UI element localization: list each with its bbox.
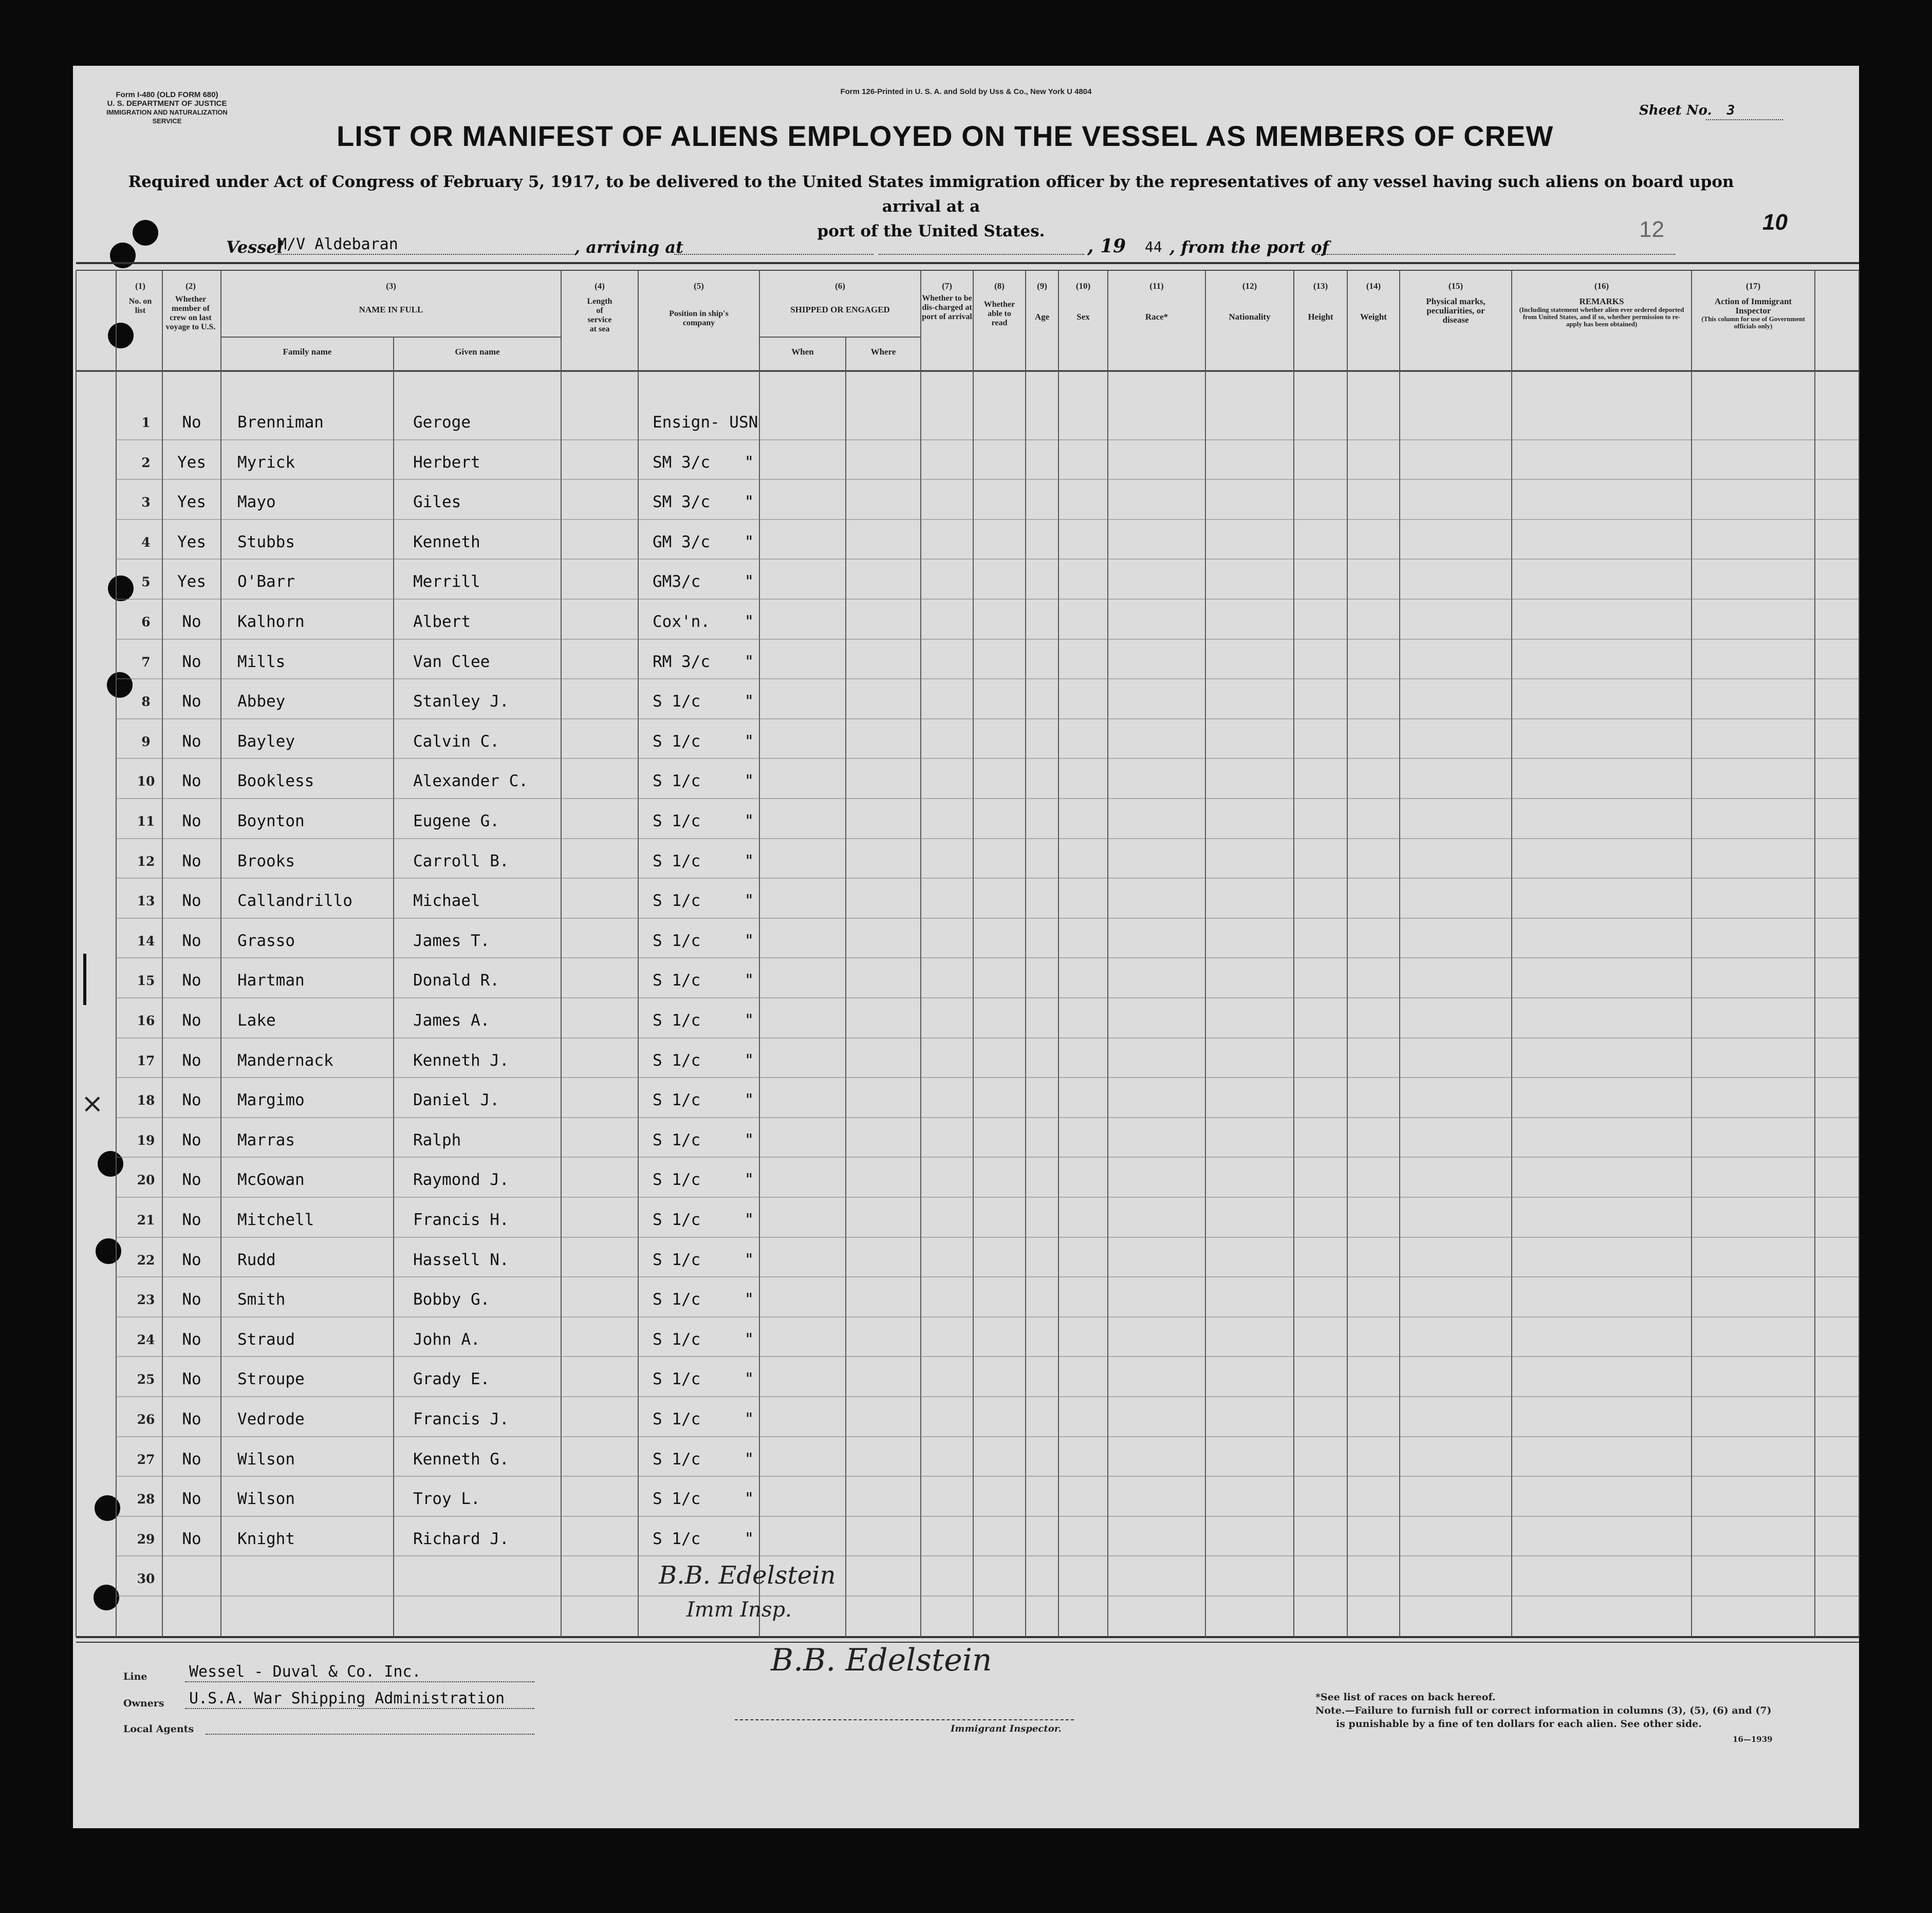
col-16-num: (16)	[1594, 281, 1609, 291]
row-number: 9	[141, 734, 151, 749]
col-11-num: (11)	[1149, 281, 1164, 291]
col-1-num: (1)	[135, 281, 145, 291]
table-row	[0, 880, 1932, 920]
col-2-num: (2)	[185, 281, 196, 291]
cell-given: Kenneth G.	[413, 1450, 509, 1469]
row-number: 30	[137, 1571, 155, 1586]
col-8-label: Whether able to read	[983, 300, 1015, 327]
cell-position: S 1/c	[653, 1251, 701, 1269]
table-row	[0, 1518, 1932, 1558]
cell-prior: No	[182, 1370, 201, 1388]
cell-prior: No	[182, 1410, 201, 1428]
cell-given: James T.	[413, 932, 490, 950]
col-13-label: Height	[1308, 312, 1333, 322]
inspector-underline	[735, 1719, 1074, 1720]
table-row	[0, 1478, 1932, 1518]
cell-family: Kalhorn	[237, 612, 305, 631]
table-row	[0, 1080, 1932, 1120]
col-15-num: (15)	[1448, 281, 1463, 291]
cell-prior: Yes	[177, 572, 206, 591]
page-title: LIST OR MANIFEST OF ALIENS EMPLOYED ON THE VESSEL AS MEMBERS OF CREW	[337, 120, 1554, 152]
col-5-label: Position in ship's company	[669, 309, 729, 327]
cell-prior: No	[182, 692, 201, 711]
cell-ditto: "	[744, 1171, 754, 1189]
table-row	[0, 481, 1932, 522]
cell-prior: Yes	[177, 493, 206, 511]
year-label: , 19	[1087, 235, 1126, 257]
cell-family: Vedrode	[237, 1410, 305, 1428]
cell-position: SM 3/c	[653, 453, 710, 472]
col-5-header	[638, 282, 759, 328]
col-5-num: (5)	[694, 281, 704, 291]
margin-bracket-mark	[83, 954, 86, 1005]
cell-ditto: "	[744, 1091, 754, 1109]
table-row	[0, 601, 1932, 641]
col-1-label: No. on list	[128, 297, 152, 315]
row-number: 24	[137, 1332, 155, 1347]
row-number: 7	[141, 655, 151, 670]
table-row	[0, 721, 1932, 761]
cell-position: S 1/c	[653, 812, 701, 830]
col-10-label: Sex	[1076, 312, 1090, 322]
cell-family: Hartman	[237, 971, 305, 990]
col-8-num: (8)	[994, 281, 1005, 291]
cell-prior: No	[182, 932, 201, 950]
cell-prior: No	[182, 653, 201, 671]
cell-given: Albert	[413, 612, 471, 631]
col-4-num: (4)	[595, 281, 605, 291]
row-number: 26	[137, 1412, 155, 1427]
cell-given: Richard J.	[413, 1530, 509, 1548]
cell-position: S 1/c	[653, 1530, 701, 1548]
cell-family: Grasso	[237, 932, 295, 950]
cell-family: Stroupe	[237, 1370, 305, 1388]
cell-given: Grady E.	[413, 1370, 490, 1388]
col-14-header	[1347, 282, 1400, 322]
cell-ditto: "	[744, 1410, 754, 1428]
cell-ditto: "	[744, 653, 754, 671]
cell-position: S 1/c	[653, 971, 701, 990]
cell-ditto: "	[744, 1211, 754, 1229]
line-underline	[185, 1681, 534, 1682]
row-number: 8	[141, 694, 151, 709]
col-13-num: (13)	[1313, 281, 1328, 291]
cell-given: Francis H.	[413, 1211, 509, 1229]
col-6-num: (6)	[835, 281, 845, 291]
stamp-10: 10	[1762, 210, 1788, 235]
table-row	[0, 561, 1932, 601]
row-number: 13	[137, 894, 155, 908]
from-port-label: , from the port of	[1169, 237, 1329, 257]
printer-line: Form 126-Printed in U. S. A. and Sold by Uss & Co., New York U 4804	[840, 87, 1092, 96]
col-3-family-header: Family name	[283, 347, 332, 357]
cell-family: Margimo	[237, 1091, 305, 1109]
cell-position: S 1/c	[653, 1171, 701, 1189]
col-6-where-header: Where	[870, 347, 896, 357]
cell-prior: No	[182, 892, 201, 910]
cell-family: Marras	[237, 1131, 295, 1149]
col-9-num: (9)	[1037, 281, 1047, 291]
row-number: 6	[141, 615, 151, 629]
row-number: 25	[137, 1372, 155, 1387]
note-line-1: Note.—Failure to furnish full or correct information in columns (3), (5), (6) and (7)	[1315, 1705, 1772, 1716]
line-value: Wessel - Duval & Co. Inc.	[189, 1663, 421, 1681]
table-row	[0, 1319, 1932, 1359]
col-17-header	[1692, 282, 1815, 330]
row-number: 10	[137, 774, 155, 789]
cell-given: Giles	[413, 493, 461, 511]
cell-prior: No	[182, 1330, 201, 1349]
cell-given: Alexander C.	[413, 772, 528, 790]
cell-family: Bayley	[237, 732, 295, 751]
row-number: 18	[137, 1093, 155, 1108]
col-15-label: Physical marks, peculiarities, or disease	[1426, 296, 1485, 325]
cell-ditto: "	[744, 732, 754, 751]
cell-prior: No	[182, 612, 201, 631]
cell-given: Carroll B.	[413, 852, 509, 870]
col-11-header	[1108, 282, 1205, 322]
col-14-label: Weight	[1360, 312, 1387, 322]
col-17-sub: (This column for use of Government officials only)	[1701, 315, 1805, 330]
col-6-label: SHIPPED OR ENGAGED	[790, 305, 890, 314]
cell-ditto: "	[744, 971, 754, 990]
table-row	[0, 1120, 1932, 1160]
table-row	[0, 1239, 1932, 1279]
cell-position: S 1/c	[653, 1131, 701, 1149]
cell-ditto: "	[744, 1131, 754, 1149]
cell-prior: No	[182, 852, 201, 870]
cell-prior: No	[182, 1051, 201, 1070]
cell-position: SM 3/c	[653, 493, 710, 511]
row-number: 16	[137, 1013, 155, 1028]
inspector-label: Immigrant Inspector.	[951, 1723, 1062, 1734]
cell-given: Raymond J.	[413, 1171, 509, 1189]
cell-ditto: "	[744, 1490, 754, 1508]
cell-prior: No	[182, 1131, 201, 1149]
cell-prior: No	[182, 1490, 201, 1508]
row-number: 3	[141, 495, 151, 510]
cell-family: Brooks	[237, 852, 295, 870]
row-number: 17	[137, 1053, 155, 1068]
col-6-header	[759, 282, 921, 314]
col-7-num: (7)	[942, 281, 952, 291]
col-16-sub: (Including statement whether alien ever ordered deported from United States, and if so, whether permission to re-apply has been obtained)	[1519, 306, 1684, 328]
col-10-num: (10)	[1075, 281, 1091, 291]
col-12-num: (12)	[1242, 281, 1257, 291]
cell-family: Brenniman	[237, 413, 324, 432]
cell-position: S 1/c	[653, 852, 701, 870]
cell-ditto: "	[744, 692, 754, 711]
row-number: 21	[137, 1213, 155, 1228]
vessel-value: M/V Aldebaran	[277, 235, 398, 253]
table-row	[0, 1558, 1932, 1598]
cell-position: S 1/c	[653, 1370, 701, 1388]
inspector-signature: B.B. Edelstein	[771, 1642, 992, 1678]
agents-label: Local Agents	[123, 1723, 194, 1735]
cell-ditto: "	[744, 1450, 754, 1469]
col-12-label: Nationality	[1229, 312, 1271, 322]
cell-position: Cox'n.	[653, 612, 710, 631]
cell-given: Van Clee	[413, 653, 490, 671]
cell-family: Straud	[237, 1330, 295, 1349]
cell-family: Boynton	[237, 812, 305, 830]
cell-ditto: "	[744, 812, 754, 830]
cell-ditto: "	[744, 852, 754, 870]
cell-given: James A.	[413, 1011, 490, 1030]
cell-prior: No	[182, 1251, 201, 1269]
cell-family: O'Barr	[237, 572, 295, 591]
cell-prior: No	[182, 772, 201, 790]
cell-given: Francis J.	[413, 1410, 509, 1428]
row-number: 22	[137, 1253, 155, 1268]
col-12-header	[1205, 282, 1294, 322]
cell-ditto: "	[744, 1370, 754, 1388]
cell-family: Wilson	[237, 1450, 295, 1469]
col-3-label: NAME IN FULL	[359, 305, 423, 314]
row-number: 19	[137, 1133, 155, 1148]
table-row	[0, 920, 1932, 960]
cell-prior: No	[182, 1530, 201, 1548]
cell-prior: No	[182, 413, 201, 432]
form-id: Form I-480 (OLD FORM 680)	[116, 90, 218, 99]
cell-ditto: "	[744, 932, 754, 950]
agents-underline	[206, 1734, 534, 1735]
col-1-header	[123, 282, 157, 315]
service-name: IMMIGRATION AND NATURALIZATION SERVICE	[106, 108, 228, 125]
col-7-header	[921, 282, 973, 322]
sheet-number: 3	[1726, 103, 1735, 118]
cell-prior: No	[182, 812, 201, 830]
table-row	[0, 1279, 1932, 1319]
cell-given: Troy L.	[413, 1490, 480, 1508]
col-2-label: Whether member of crew on last voyage to U.S.	[165, 295, 216, 331]
row-number: 14	[137, 934, 155, 949]
col-10-header	[1058, 282, 1108, 322]
cell-family: Knight	[237, 1530, 295, 1548]
col-3-header	[221, 282, 561, 314]
cell-prior: No	[182, 1171, 201, 1189]
cell-ditto: "	[744, 572, 754, 591]
table-signature-title: Imm Insp.	[686, 1598, 792, 1622]
arriving-label: , arriving at	[574, 237, 683, 257]
table-row	[0, 960, 1932, 1000]
cell-ditto: "	[744, 772, 754, 790]
row-number: 27	[137, 1452, 155, 1467]
cell-prior: Yes	[177, 533, 206, 551]
department: U. S. DEPARTMENT OF JUSTICE	[107, 99, 227, 108]
subtitle-line-2: port of the United States.	[817, 222, 1045, 240]
col-14-num: (14)	[1366, 281, 1381, 291]
row-number: 15	[137, 973, 155, 988]
cell-prior: No	[182, 1011, 201, 1030]
cell-position: S 1/c	[653, 1450, 701, 1469]
col-4-label: Length of service at sea	[587, 297, 612, 333]
vessel-label: Vessel	[226, 237, 283, 257]
cell-given: Kenneth	[413, 533, 480, 551]
col-9-label: Age	[1034, 312, 1050, 322]
cell-given: Ralph	[413, 1131, 461, 1149]
cell-family: Abbey	[237, 692, 286, 711]
cell-prior: No	[182, 1290, 201, 1309]
cell-prior: Yes	[177, 453, 206, 472]
table-row	[0, 1439, 1932, 1479]
races-note: *See list of races on back hereof.	[1315, 1692, 1496, 1703]
cell-given: Hassell N.	[413, 1251, 509, 1269]
row-number: 11	[137, 814, 155, 829]
row-number: 12	[137, 854, 155, 869]
owners-label: Owners	[123, 1698, 164, 1709]
cell-position: S 1/c	[653, 1330, 701, 1349]
cell-given: John A.	[413, 1330, 480, 1349]
cell-position: S 1/c	[653, 1490, 701, 1508]
col-16-label: REMARKS	[1579, 296, 1624, 306]
cell-ditto: "	[744, 1051, 754, 1070]
cell-given: Bobby G.	[413, 1290, 490, 1309]
cell-given: Stanley J.	[413, 692, 509, 711]
cell-position: RM 3/c	[653, 653, 710, 671]
cell-given: Geroge	[413, 413, 471, 432]
cell-family: McGowan	[237, 1171, 305, 1189]
cell-position: GM 3/c	[653, 533, 710, 551]
col-6-when-header: When	[791, 347, 814, 357]
col-3-given-header: Given name	[455, 347, 500, 357]
cell-position: GM3/c	[653, 572, 701, 591]
cell-family: Wilson	[237, 1490, 295, 1508]
cell-prior: No	[182, 732, 201, 751]
col-17-label: Action of Immigrant Inspector	[1714, 296, 1792, 315]
col-11-label: Race*	[1145, 312, 1168, 322]
cell-family: Mitchell	[237, 1211, 314, 1229]
col-4-header	[561, 282, 638, 334]
table-row	[0, 402, 1932, 442]
table-row	[0, 681, 1932, 721]
cell-given: Kenneth J.	[413, 1051, 509, 1070]
owners-underline	[185, 1708, 534, 1709]
row-number: 20	[137, 1173, 155, 1187]
cell-position: S 1/c	[653, 1011, 701, 1030]
cell-position: S 1/c	[653, 1051, 701, 1070]
margin-x-mark: ×	[81, 1088, 104, 1119]
cell-family: Smith	[237, 1290, 286, 1309]
col-3-num: (3)	[386, 281, 396, 291]
owners-value: U.S.A. War Shipping Administration	[189, 1689, 505, 1707]
year-value: 44	[1145, 238, 1162, 255]
cell-given: Merrill	[413, 572, 480, 591]
col-16-header	[1512, 282, 1692, 328]
table-row	[0, 760, 1932, 801]
col-2-header	[162, 282, 219, 332]
form-code: 16—1939	[1733, 1735, 1773, 1744]
note-line-2: is punishable by a fine of ten dollars for each alien. See other side.	[1336, 1718, 1702, 1730]
cell-given: Daniel J.	[413, 1091, 499, 1109]
cell-ditto: "	[744, 1530, 754, 1548]
table-row	[0, 841, 1932, 881]
cell-ditto: "	[744, 1330, 754, 1349]
cell-position: S 1/c	[653, 1290, 701, 1309]
table-row	[0, 1159, 1932, 1199]
cell-family: Rudd	[237, 1251, 276, 1269]
col-15-header	[1400, 282, 1512, 325]
col-13-header	[1294, 282, 1347, 322]
table-row	[0, 1040, 1932, 1080]
cell-given: Calvin C.	[413, 732, 499, 751]
row-number: 4	[141, 535, 151, 550]
col-9-header	[1026, 282, 1058, 322]
col-8-header	[973, 282, 1026, 328]
cell-prior: No	[182, 1091, 201, 1109]
cell-family: Bookless	[237, 772, 314, 790]
col-7-label: Whether to be dis-charged at port of arrival	[922, 294, 972, 321]
cell-prior: No	[182, 1450, 201, 1469]
cell-ditto: "	[744, 1251, 754, 1269]
stamp-12: 12	[1639, 217, 1664, 242]
cell-family: Callandrillo	[237, 892, 352, 910]
row-number: 28	[137, 1492, 155, 1507]
cell-prior: No	[182, 971, 201, 990]
cell-prior: No	[182, 1211, 201, 1229]
row-number: 2	[141, 455, 151, 470]
cell-position: S 1/c	[653, 772, 701, 790]
table-row	[0, 641, 1932, 681]
table-row	[0, 1000, 1932, 1040]
row-number: 29	[137, 1532, 155, 1547]
table-row	[0, 1359, 1932, 1399]
cell-ditto: "	[744, 1290, 754, 1309]
cell-position: S 1/c	[653, 1410, 701, 1428]
cell-ditto: "	[744, 493, 754, 511]
cell-ditto: "	[744, 612, 754, 631]
cell-family: Mayo	[237, 493, 276, 511]
table-signature: B.B. Edelstein	[659, 1561, 836, 1590]
cell-ditto: "	[744, 1011, 754, 1030]
cell-position: Ensign- USN	[653, 413, 758, 432]
cell-position: S 1/c	[653, 1091, 701, 1109]
cell-ditto: "	[744, 892, 754, 910]
line-label: Line	[123, 1671, 147, 1682]
cell-family: Mandernack	[237, 1051, 333, 1070]
table-row	[0, 442, 1932, 482]
cell-position: S 1/c	[653, 1211, 701, 1229]
cell-position: S 1/c	[653, 932, 701, 950]
table-row	[0, 1199, 1932, 1239]
cell-family: Myrick	[237, 453, 295, 472]
row-number: 5	[141, 574, 151, 589]
cell-family: Lake	[237, 1011, 276, 1030]
table-row	[0, 801, 1932, 841]
sheet-label: Sheet No.	[1639, 103, 1712, 118]
cell-ditto: "	[744, 533, 754, 551]
row-number: 23	[137, 1292, 155, 1307]
cell-given: Eugene G.	[413, 812, 499, 830]
table-row	[0, 1399, 1932, 1439]
cell-position: S 1/c	[653, 732, 701, 751]
table-row	[0, 522, 1932, 562]
cell-given: Donald R.	[413, 971, 499, 990]
cell-family: Stubbs	[237, 533, 295, 551]
cell-position: S 1/c	[653, 892, 701, 910]
cell-ditto: "	[744, 453, 754, 472]
cell-given: Michael	[413, 892, 480, 910]
row-number: 1	[141, 415, 151, 430]
subtitle-line-1: Required under Act of Congress of February 5, 1917, to be delivered to the United States immigration officer by the representatives of any vessel having such aliens on board upon arrival at a	[128, 173, 1734, 216]
cell-position: S 1/c	[653, 692, 701, 711]
cell-family: Mills	[237, 653, 286, 671]
col-17-num: (17)	[1745, 281, 1761, 291]
cell-given: Herbert	[413, 453, 480, 472]
